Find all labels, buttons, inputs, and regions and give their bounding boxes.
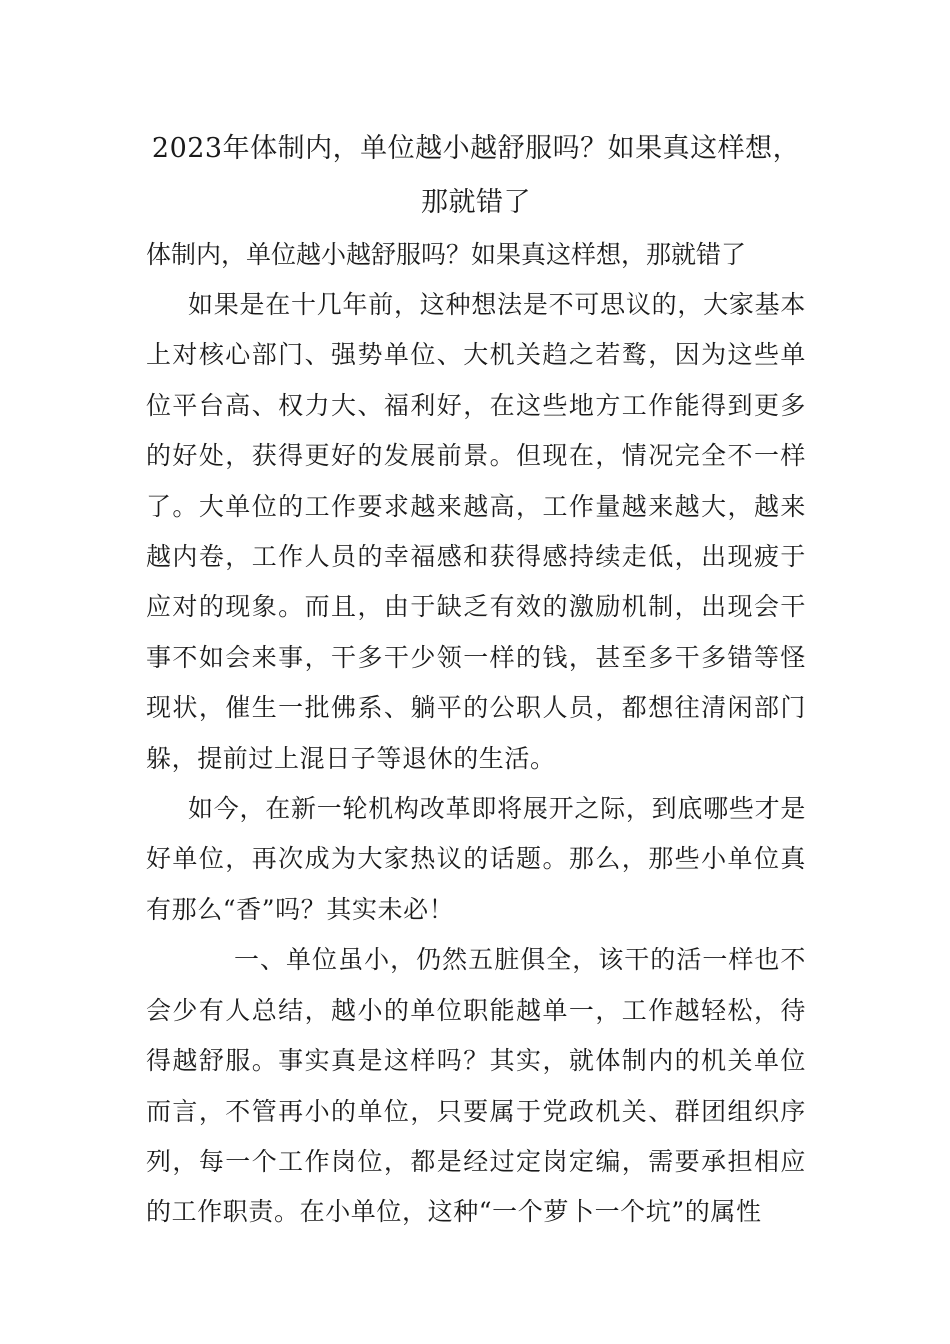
document-page (146, 122, 806, 1238)
document-subtitle: 体制内，单位越小越舒服吗？如果真这样想，那就错了 (146, 240, 747, 269)
paragraph-2: 如今，在新一轮机构改革即将展开之际，到底哪些才是好单位，再次成为大家热议的话题。那么，那些小单位真有那么“香”吗？其实未必！ (146, 794, 806, 924)
document-title: 2023年体制内，单位越小越舒服吗？如果真这样想，那就错了 (151, 133, 801, 218)
paragraph-3: 一、单位虽小，仍然五脏俱全，该干的活一样也不会少有人总结，越小的单位职能越单一，工作越轻松，待得越舒服。事实真是这样吗？其实，就体制内的机关单位而言，不管再小的单位，只要属于党政机关、群团组织序列，每一个工作岗位，都是经过定岗定编，需要承担相应的工作职责。在小单位，这种“一个萝卜一个坑”的属性 (146, 945, 806, 1227)
paragraph-1: 如果是在十几年前，这种想法是不可思议的，大家基本上对核心部门、强势单位、大机关趋之若鹜，因为这些单位平台高、权力大、福利好，在这些地方工作能得到更多的好处，获得更好的发展前景。但现在，情况完全不一样了。大单位的工作要求越来越高，工作量越来越大，越来越内卷，工作人员的幸福感和获得感持续走低，出现疲于应对的现象。而且，由于缺乏有效的激励机制，出现会干事不如会来事，干多干少领一样的钱，甚至多干多错等怪现状，催生一批佛系、躺平的公职人员，都想往清闲部门躲，提前过上混日子等退休的生活。 (146, 290, 806, 773)
